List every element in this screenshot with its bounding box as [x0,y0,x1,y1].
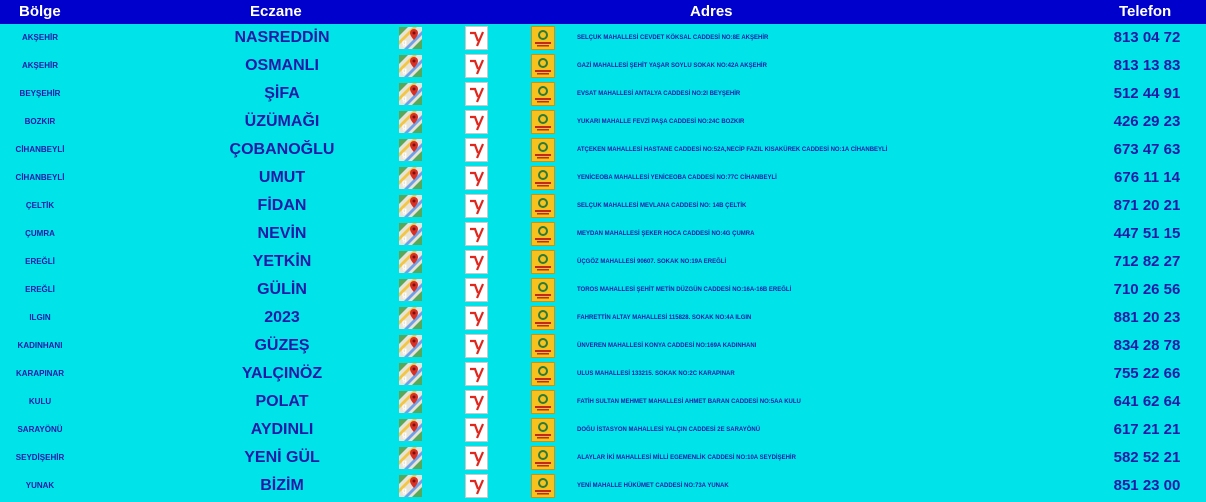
table-row [0,192,1206,220]
region-cell: ILGIN [29,313,51,322]
google-maps-icon[interactable] [399,251,422,273]
google-maps-icon[interactable] [399,139,422,161]
region-cell: BOZKIR [24,117,56,126]
phone-cell: 676 11 14 [1114,169,1180,186]
address-cell: ÜNVEREN MAHALLESİ KONYA CADDESİ NO:169A KADINHANI [577,343,757,349]
google-maps-icon[interactable] [399,475,422,497]
pharmacist-logo-icon[interactable] [531,474,555,498]
svg-text:g: g [402,346,407,355]
address-cell: GAZİ MAHALLESİ ŞEHİT YAŞAR SOYLU SOKAK NO:42A AKŞEHİR [577,63,767,69]
region-cell: AKŞEHİR [21,33,58,42]
yandex-maps-icon[interactable] [465,474,488,498]
region-cell: SEYDİŞEHİR [15,453,65,462]
pharmacist-logo-icon[interactable] [531,306,555,330]
pharmacy-name: AYDINLI [250,421,314,438]
google-maps-icon[interactable] [399,335,422,357]
pharmacist-logo-icon[interactable] [531,82,555,106]
pharmacy-name: FİDAN [257,197,307,214]
address-cell: ALAYLAR İKİ MAHALLESİ MİLLİ EGEMENLİK CADDESİ NO:10A SEYDİŞEHİR [577,455,796,461]
pharmacy-name: UMUT [258,169,306,186]
svg-text:g: g [402,122,407,131]
table-row [0,136,1206,164]
address-cell: MEYDAN MAHALLESİ ŞEKER HOCA CADDESİ NO:4G ÇUMRA [577,231,755,237]
yandex-maps-icon[interactable] [465,54,488,78]
region-cell: EREĞLİ [25,285,55,294]
address-cell: YUKARI MAHALLE FEVZİ PAŞA CADDESİ NO:24C BOZKIR [577,119,745,125]
pharmacy-name: ÇOBANOĞLU [229,141,335,158]
phone-cell: 582 52 21 [1113,449,1181,466]
pharmacist-logo-icon[interactable] [531,138,555,162]
svg-text:g: g [402,486,407,495]
yandex-maps-icon[interactable] [465,446,488,470]
address-cell: ATÇEKEN MAHALLESİ HASTANE CADDESİ NO:52A,NECİP FAZIL KISAKÜREK CADDESİ NO:1A CİHANBEYLİ [577,147,888,153]
svg-text:g: g [402,178,407,187]
yandex-maps-icon[interactable] [465,166,488,190]
phone-cell: 871 20 21 [1113,197,1181,214]
google-maps-icon[interactable] [399,279,422,301]
google-maps-icon[interactable] [399,111,422,133]
header-address: Adres [690,3,733,20]
google-maps-icon[interactable] [399,27,422,49]
phone-cell: 710 26 56 [1113,281,1181,298]
pharmacy-name: GÜLİN [257,281,307,298]
phone-cell: 834 28 78 [1113,337,1181,354]
table-row [0,276,1206,304]
pharmacy-name: NASREDDİN [234,29,330,46]
pharmacy-name: YALÇINÖZ [241,365,323,382]
svg-text:g: g [402,290,407,299]
pharmacy-name: YENİ GÜL [244,449,320,466]
pharmacist-logo-icon[interactable] [531,362,555,386]
phone-cell: 447 51 15 [1113,225,1181,242]
phone-cell: 641 62 64 [1113,393,1181,410]
pharmacist-logo-icon[interactable] [531,250,555,274]
yandex-maps-icon[interactable] [465,278,488,302]
table-row [0,108,1206,136]
address-cell: SELÇUK MAHALLESİ CEVDET KÖKSAL CADDESİ NO:8E AKŞEHİR [577,35,769,41]
google-maps-icon[interactable] [399,195,422,217]
pharmacy-name: POLAT [255,393,309,410]
svg-text:g: g [402,94,407,103]
google-maps-icon[interactable] [399,55,422,77]
pharmacist-logo-icon[interactable] [531,278,555,302]
address-cell: ÜÇGÖZ MAHALLESİ 90607. SOKAK NO:19A EREĞLİ [577,259,727,265]
table-row [0,24,1206,52]
google-maps-icon[interactable] [399,307,422,329]
phone-cell: 755 22 66 [1113,365,1181,382]
pharmacy-name: OSMANLI [245,57,319,74]
region-cell: BEYŞEHİR [19,89,61,98]
table-row [0,416,1206,444]
google-maps-icon[interactable] [399,167,422,189]
pharmacy-table [0,24,1206,500]
phone-cell: 851 23 00 [1113,477,1181,494]
google-maps-icon[interactable] [399,419,422,441]
region-cell: KARAPINAR [16,369,64,378]
pharmacist-logo-icon[interactable] [531,194,555,218]
yandex-maps-icon[interactable] [465,250,488,274]
yandex-maps-icon[interactable] [465,194,488,218]
pharmacy-name: NEVİN [257,225,307,242]
pharmacist-logo-icon[interactable] [531,110,555,134]
region-cell: EREĞLİ [25,257,55,266]
google-maps-icon[interactable] [399,447,422,469]
pharmacist-logo-icon[interactable] [531,54,555,78]
phone-cell: 712 82 27 [1113,253,1181,270]
svg-text:g: g [402,38,407,47]
yandex-maps-icon[interactable] [465,306,488,330]
yandex-maps-icon[interactable] [465,138,488,162]
table-row [0,388,1206,416]
pharmacy-name: YETKİN [252,253,312,270]
header-region: Bölge [19,3,61,20]
pharmacist-logo-icon[interactable] [531,390,555,414]
region-cell: CİHANBEYLİ [15,145,65,154]
svg-text:g: g [402,206,407,215]
table-header [0,0,1206,24]
phone-cell: 512 44 91 [1113,85,1181,102]
table-row [0,220,1206,248]
region-cell: SARAYÖNÜ [17,425,63,434]
pharmacist-logo-icon[interactable] [531,26,555,50]
region-cell: CİHANBEYLİ [15,173,65,182]
yandex-maps-icon[interactable] [465,110,488,134]
yandex-maps-icon[interactable] [465,390,488,414]
phone-cell: 426 29 23 [1113,113,1181,130]
table-row [0,80,1206,108]
address-cell: YENİ MAHALLE HÜKÜMET CADDESİ NO:73A YUNAK [577,483,729,489]
google-maps-icon[interactable] [399,83,422,105]
region-cell: ÇUMRA [25,229,55,238]
table-row [0,472,1206,500]
region-cell: KULU [28,397,52,406]
svg-text:g: g [402,262,407,271]
svg-text:g: g [402,66,407,75]
table-row [0,444,1206,472]
phone-cell: 617 21 21 [1113,421,1181,438]
pharmacist-logo-icon[interactable] [531,222,555,246]
address-cell: ULUS MAHALLESİ 133215. SOKAK NO:2C KARAPINAR [577,371,735,377]
pharmacy-name: BİZİM [260,477,304,494]
address-cell: FAHRETTİN ALTAY MAHALLESİ 115828. SOKAK NO:4A ILGIN [577,315,752,321]
google-maps-icon[interactable] [399,391,422,413]
region-cell: YUNAK [25,481,55,490]
address-cell: FATİH SULTAN MEHMET MAHALLESİ AHMET BARAN CADDESİ NO:5AA KULU [577,399,801,405]
pharmacy-name: ŞİFA [264,85,300,102]
pharmacy-name: GÜZEŞ [254,337,310,354]
table-row [0,360,1206,388]
svg-text:g: g [402,150,407,159]
table-row [0,332,1206,360]
svg-text:g: g [402,318,407,327]
google-maps-icon[interactable] [399,363,422,385]
google-maps-icon[interactable] [399,223,422,245]
pharmacist-logo-icon[interactable] [531,446,555,470]
address-cell: TOROS MAHALLESİ ŞEHİT METİN DÜZGÜN CADDESİ NO:16A-16B EREĞLİ [577,287,792,293]
table-row [0,248,1206,276]
region-cell: ÇELTİK [25,201,55,210]
yandex-maps-icon[interactable] [465,222,488,246]
yandex-maps-icon[interactable] [465,362,488,386]
yandex-maps-icon[interactable] [465,418,488,442]
phone-cell: 813 04 72 [1113,29,1181,46]
svg-text:g: g [402,374,407,383]
pharmacy-name: ÜZÜMAĞI [244,113,320,130]
table-row [0,52,1206,80]
header-pharmacy: Eczane [250,3,302,20]
phone-cell: 673 47 63 [1113,141,1181,158]
address-cell: EVSAT MAHALLESİ ANTALYA CADDESİ NO:2I BEYŞEHİR [577,91,741,97]
header-phone: Telefon [1119,3,1172,20]
pharmacist-logo-icon[interactable] [531,418,555,442]
yandex-maps-icon[interactable] [465,26,488,50]
pharmacist-logo-icon[interactable] [531,166,555,190]
address-cell: YENİCEOBA MAHALLESİ YENİCEOBA CADDESİ NO:77C CİHANBEYLİ [577,175,777,181]
table-row [0,164,1206,192]
table-row [0,304,1206,332]
phone-cell: 881 20 23 [1113,309,1181,326]
svg-text:g: g [402,430,407,439]
yandex-maps-icon[interactable] [465,334,488,358]
phone-cell: 813 13 83 [1113,57,1181,74]
svg-text:g: g [402,458,407,467]
yandex-maps-icon[interactable] [465,82,488,106]
region-cell: AKŞEHİR [21,61,58,70]
address-cell: SELÇUK MAHALLESİ MEVLANA CADDESİ NO: 14B ÇELTİK [577,203,747,209]
region-cell: KADINHANI [17,341,63,350]
pharmacy-name: 2023 [264,309,300,326]
address-cell: DOĞU İSTASYON MAHALLESİ YALÇIN CADDESİ 2E SARAYÖNÜ [577,427,761,433]
svg-text:g: g [402,402,407,411]
svg-text:g: g [402,234,407,243]
pharmacist-logo-icon[interactable] [531,334,555,358]
